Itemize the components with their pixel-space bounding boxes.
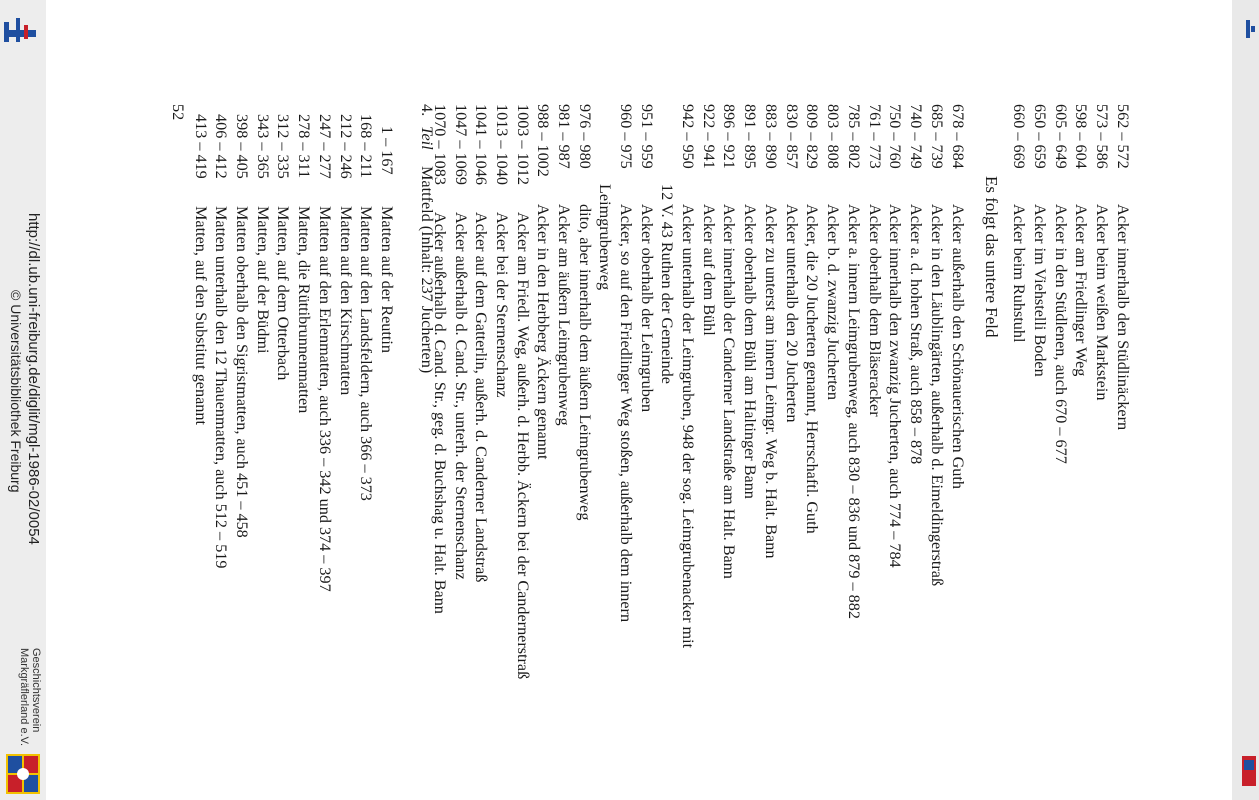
lower-entry-row: 761 – 773Acker oberhalb dem Bläseracker	[866, 104, 884, 417]
upper-entry-row: 573 – 586Acker beim weißen Markstein	[1093, 104, 1111, 401]
lower-entry-row: 809 – 829Acker, die 20 Jucherten genannt, Herrschaftl. Guth	[803, 104, 821, 534]
lower-entry-row: 685 – 739Acker in den Läublingärten, außerhalb d. Eimeldingerstraß	[928, 104, 946, 587]
right-library-logo-icon	[1244, 18, 1256, 40]
viewer-right-strip	[1232, 0, 1259, 800]
lower-entry-row: 1047 – 1069Acker außerhalb d. Cand. Str., unterh. der Sternenschanz	[452, 104, 470, 580]
library-logo-icon[interactable]	[2, 8, 42, 48]
lower-entry-row: 976 – 980dito, aber innerhalb dem äußern Leimgrubenweg	[576, 104, 594, 521]
upper-entry-row: 562 – 572Acker innerhalb den Stüdlinäckern	[1114, 104, 1132, 431]
lower-entry-row: 1013 – 1040Acker bei der Sternenschanz	[493, 104, 511, 398]
upper-entry-row: 650 – 659Acker im Viehstelli Boden	[1031, 104, 1049, 377]
lower-entry-row: 891 – 895Acker oberhalb dem Bühl am Haltinger Bann	[741, 104, 759, 499]
lower-entry-row: 740 – 749Acker a. d. hohen Straß, auch 858 – 878	[907, 104, 925, 465]
publisher-line-1: Geschichtsverein	[30, 648, 42, 733]
lower-entry-row: 951 – 959Acker oberhalb der Leimgruben	[638, 104, 656, 413]
matten-entry-row: 413 – 419Matten, auf den Substitut genannt	[192, 114, 210, 425]
part-heading: 4.TeilMattfeld (Inhalt: 237 Jucherten)	[418, 104, 436, 374]
document-url-link[interactable]: http://dl.ub.uni-freiburg.de/diglit/mgl-1986-02/0054	[25, 213, 42, 545]
lower-entry-row: 896 – 921Acker innerhalb der Canderner Landstraße am Halt. Bann	[720, 104, 738, 579]
matten-entry-row: 398 – 405Matten oberhalb den Sigristmatten, auch 451 – 458	[233, 114, 251, 538]
matten-entry-row: 312 – 335Matten, auf dem Otterbach	[274, 114, 292, 381]
page-number: 52	[169, 104, 187, 121]
matten-entry-row: 247 – 277Matten auf den Erlenmatten, auch 336 – 342 und 374 – 397	[316, 114, 334, 592]
lower-entry-row: 981 – 987Acker am äußern Leimgrubenweg	[555, 104, 573, 426]
lower-entry-row: 988 – 1002Acker in den Herbberg Äckern genannt	[534, 104, 552, 460]
copyright-notice: © Universitätsbibliothek Freiburg	[8, 290, 24, 493]
upper-entry-row: 660 – 669Acker beim Ruhstuhl	[1010, 104, 1028, 343]
publisher-line-2: Markgräflerland e.V.	[18, 648, 30, 747]
matten-entry-row: 278 – 311Matten, die Rüttibrunnenmatten	[295, 114, 313, 414]
lower-entry-continuation: 12 V. 43 Ruthen der Gemeinde	[658, 184, 676, 384]
upper-entry-row: 605 – 649Acker in den Stüdlenen, auch 670 – 677	[1052, 104, 1070, 464]
matten-entry-row: 343 – 365Matten, auf der Büdmi	[254, 114, 272, 354]
matten-entry-row: 1 – 167Matten auf der Reuttin	[378, 126, 396, 353]
lower-entry-row: 785 – 802Acker a. innern Leimgrubenweg, auch 830 – 836 und 879 – 882	[845, 104, 863, 619]
lower-entry-row: 1070 – 1083Acker außerhalb d. Cand. Str., geg. d. Buchshag u. Halt. Bann	[431, 104, 449, 614]
matten-entry-row: 168 – 211Matten auf den Landsfeldern, auch 366 – 373	[357, 114, 375, 501]
lower-entry-row: 942 – 950Acker unterhalb der Leimgruben, 948 der sog. Leimgrubenacker mit	[679, 104, 697, 649]
lower-entry-row: 883 – 890Acker zu unterst am innern Leimgr. Weg b. Halt. Bann	[762, 104, 780, 559]
section-heading: Es folgt das untere Feld	[982, 176, 1001, 338]
coat-of-arms-icon	[4, 752, 42, 796]
lower-entry-row: 750 – 760Acker innerhalb den zwanzig Jucherten, auch 774 – 784	[886, 104, 904, 568]
right-coat-of-arms-icon	[1240, 754, 1258, 788]
matten-entry-row: 212 – 246Matten auf den Kirschmatten	[337, 114, 355, 396]
lower-entry-row: 960 – 975Acker, so auf den Friedlinger Weg stoßen, außerhalb dem innern	[617, 104, 635, 623]
lower-entry-row: 1003 – 1012Acker am Friedl. Weg, außerh. d. Herbb. Äckern bei der Candernerstraß	[514, 104, 532, 680]
lower-entry-row: 830 – 857Acker unterhalb den 20 Jucherten	[783, 104, 801, 423]
matten-entry-row: 406 – 412Matten unterhalb den 12 Thauenmatten, auch 512 – 519	[212, 114, 230, 569]
lower-entry-row: 1041 – 1046Acker auf dem Gatterlin, außerh. d. Canderner Landstraß	[472, 104, 490, 583]
lower-entry-row: 678 – 684Acker außerhalb den Schönauerischen Guth	[949, 104, 967, 489]
lower-entry-row: 922 – 941Acker auf dem Bühl	[700, 104, 718, 336]
lower-entry-row: 803 – 808Acker b. d. zwanzig Jucherten	[824, 104, 842, 400]
upper-entry-row: 598 – 604Acker am Friedlinger Weg	[1072, 104, 1090, 377]
lower-entry-continuation: Leimgrubenweg	[596, 184, 614, 291]
